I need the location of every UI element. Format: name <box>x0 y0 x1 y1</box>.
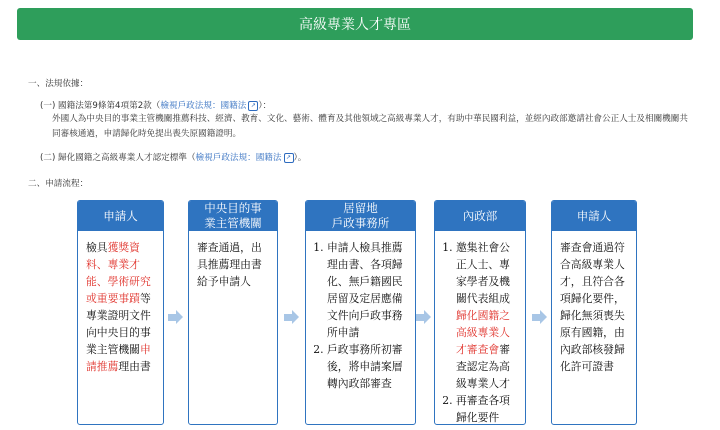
flow-step-household-office-body <box>306 231 415 392</box>
legal-item-2-prefix: (二) 歸化國籍之高級專業人才認定標準（ <box>40 153 196 163</box>
list-item: 2. 再審查各項歸化要件 <box>456 392 517 425</box>
list-item: 1. 申請人檢具推薦理由書、各項歸化、無戶籍國民居留及定居應備文件向戶政事務所申請 <box>327 239 407 341</box>
flow-step-household-office-header: 居留地 戶政事務所 <box>306 201 415 231</box>
flow-step-central-authority-body: 審查通過，出具推薦理由書給予申請人 <box>197 241 262 288</box>
flow-step-ministry-interior <box>434 200 526 425</box>
flow-step-applicant <box>77 200 164 425</box>
page-title: 高級專業人才專區 <box>299 17 411 33</box>
nationality-act-link-2[interactable]: 檢視戶政法規：國籍法 ↗ <box>196 153 294 163</box>
flow-step-ministry-interior-body <box>435 231 525 425</box>
section-process-label: 二、申請流程： <box>28 179 89 189</box>
legal-item-1 <box>40 99 271 111</box>
legal-item-2 <box>40 151 306 163</box>
flow-step-household-office <box>305 200 416 425</box>
external-link-icon: ↗ <box>284 153 294 163</box>
flow-step-applicant-final-header: 申請人 <box>552 201 636 231</box>
flow-step-central-authority <box>188 200 278 425</box>
legal-item-1-suffix: ）： <box>258 101 272 111</box>
list-item: 2. 戶政事務所初審後，將申請案層轉內政部審查 <box>327 341 407 392</box>
page-banner <box>17 8 693 40</box>
flow-step-applicant-final-body: 審查會通過符合高級專業人才，且符合各項歸化要件，歸化無須喪失原有國籍，由內政部核發歸化許可證書 <box>560 241 625 373</box>
section-legal-basis-label: 一、法規依據： <box>28 79 89 89</box>
flow-step-applicant-header: 申請人 <box>78 201 163 231</box>
legal-item-1-line-1: 外國人為中央目的事業主管機關推薦科技、經濟、教育、文化、藝術、體育及其他領域之高級專業人才，有助中華民國利益，並經內政部邀請社會公正人士及相關機關共 <box>52 114 688 124</box>
nationality-act-link-1[interactable]: 檢視戶政法規：國籍法 ↗ <box>160 101 258 111</box>
flow-step-applicant-final <box>551 200 637 425</box>
legal-item-1-paragraph <box>52 112 692 142</box>
flow-step-ministry-interior-header: 內政部 <box>435 201 525 231</box>
list-item: 1. 邀集社會公正人士、專家學者及機關代表組成歸化國籍之高級專業人才審查會審查認定為高級專業人才 <box>456 239 517 392</box>
legal-item-1-line-2: 同審核通過，申請歸化時免提出喪失原國籍證明。 <box>52 129 242 139</box>
legal-item-1-prefix: (一) 國籍法第9條第4項第2款（ <box>40 101 161 111</box>
legal-item-2-suffix: ）。 <box>293 153 307 163</box>
flow-step-applicant-body: 檢具獲獎資料、專業才能、學術研究或重要事蹟等專業證明文件向中央目的事業主管機關申請推薦理由書 <box>86 241 151 373</box>
external-link-icon: ↗ <box>248 101 258 111</box>
flow-step-central-authority-header: 中央目的事 業主管機關 <box>189 201 277 231</box>
